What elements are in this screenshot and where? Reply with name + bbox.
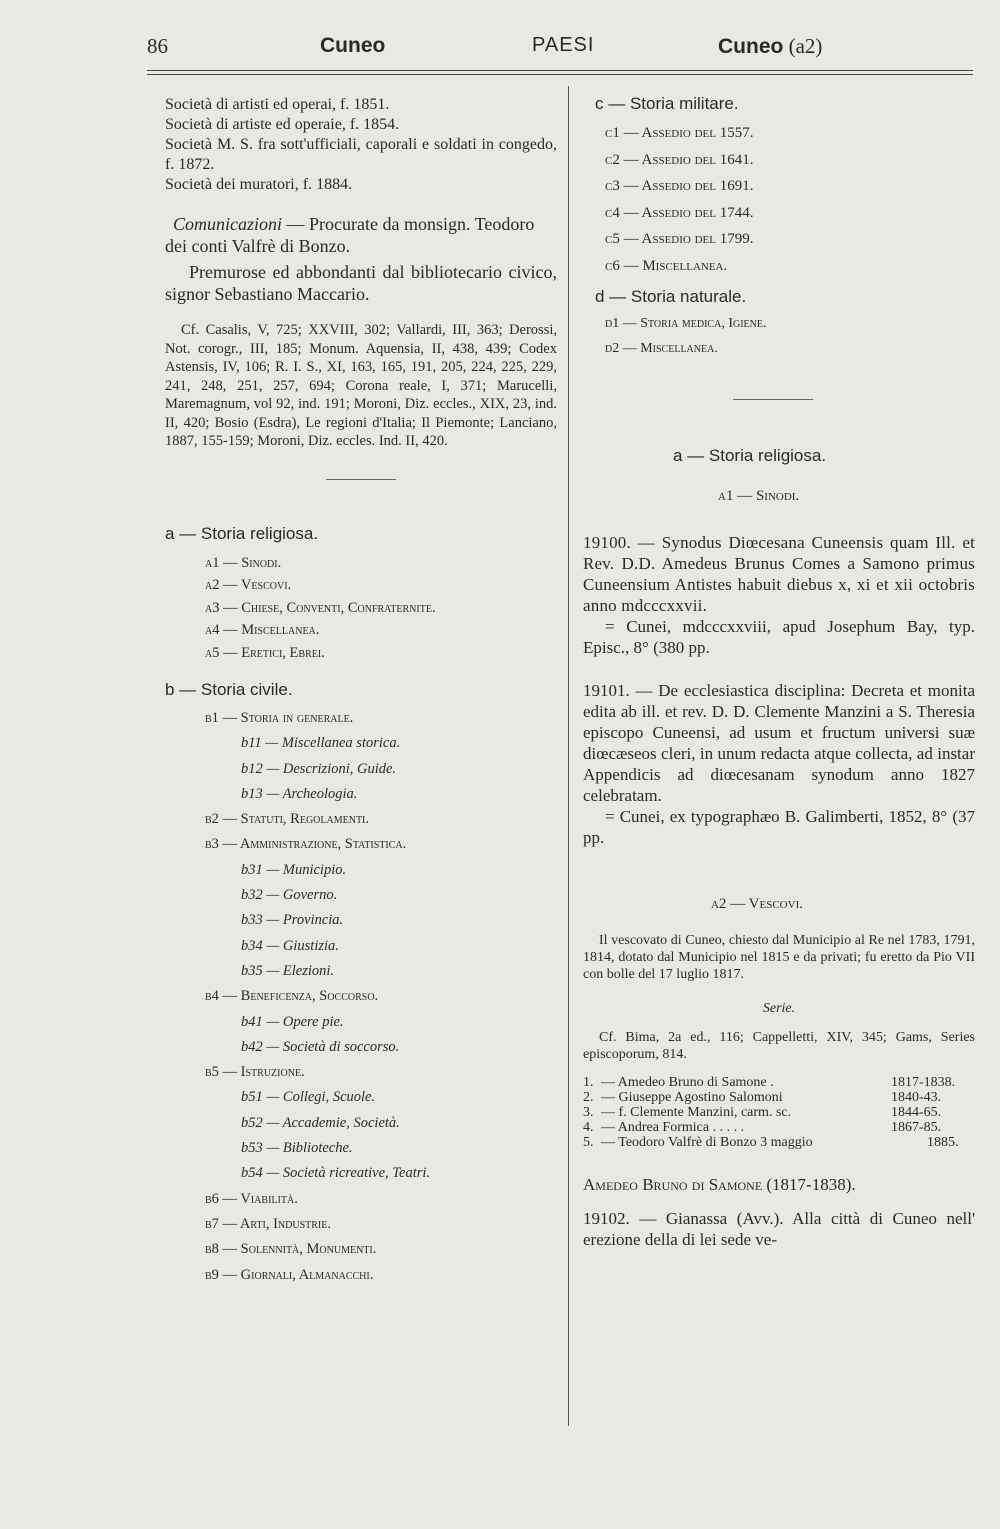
- list-item: b33 — Provincia.: [241, 912, 344, 929]
- communications-label: Comunicazioni: [173, 214, 283, 234]
- list-item: b8 — Solennità, Monumenti.: [205, 1241, 377, 1258]
- list-item: [583, 1135, 975, 1150]
- list-item: b52 — Accademie, Società.: [241, 1114, 400, 1131]
- section-a-title-right: a — Storia religiosa.: [673, 446, 827, 465]
- section-d-title: d — Storia naturale.: [595, 287, 747, 306]
- list-item: a4 — Miscellanea.: [205, 622, 320, 638]
- list-item: c6 — Miscellanea.: [605, 257, 728, 274]
- entry-title: — Gianassa (Avv.). Alla città di Cuneo nell' erezione della di lei sede ve-: [583, 1209, 976, 1249]
- bishop-years: 1817-1838.: [891, 1075, 956, 1090]
- bishop-years: 1867-85.: [891, 1120, 942, 1135]
- bishop-heading: Amedeo Bruno di Samone (1817-1838).: [583, 1175, 856, 1194]
- serie-label: Serie.: [762, 1001, 796, 1016]
- bishop-number: 2.: [583, 1090, 594, 1105]
- list-item: c1 — Assedio del 1557.: [605, 125, 754, 141]
- list-item: a3 — Chiese, Conventi, Confraternite.: [205, 599, 436, 616]
- bishop-name: — Amedeo Bruno di Samone .: [601, 1075, 774, 1090]
- list-item: b35 — Elezioni.: [241, 962, 335, 979]
- list-item: [583, 1090, 975, 1105]
- society-3: Società M. S. fra sott'ufficiali, caporali e soldati in congedo, f. 1872.: [165, 136, 557, 173]
- entry-title: — Synodus Diœcesana Cuneensis quam Ill. et Rev. D.D. Amedeus Brunus Comes a Samono primus Cuneensium Antistes habuit diebus x, xi et xii octobris anno mdcccxxvii.: [583, 533, 975, 615]
- left-running-title: Cuneo: [320, 34, 386, 57]
- right-running-title: Cuneo: [718, 35, 784, 58]
- header-rule-bottom: [147, 74, 973, 75]
- list-item: [583, 1105, 975, 1120]
- list-item: c2 — Assedio del 1641.: [605, 151, 754, 168]
- list-item: b2 — Statuti, Regolamenti.: [205, 811, 370, 828]
- right-running-suffix: (a2): [788, 34, 823, 58]
- communications-text: — Procurate da monsign. Teodoro dei conti Valfrè di Bonzo.: [165, 214, 535, 256]
- bishop-name: — Andrea Formica . . . . .: [601, 1120, 745, 1135]
- header-rule-top: [147, 70, 973, 71]
- list-item: b5 — Istruzione.: [205, 1064, 305, 1081]
- section-b-list: [205, 706, 557, 1288]
- right-running-title-wrap: [718, 34, 822, 59]
- list-item: b3 — Amministrazione, Statistica.: [205, 836, 407, 853]
- section-d-list: [605, 311, 975, 361]
- subsection-a2: a2 — Vescovi.: [711, 896, 803, 912]
- list-item: a1 — Sinodi.: [205, 554, 282, 571]
- list-item: b12 — Descrizioni, Guide.: [241, 760, 397, 777]
- bishop-number: 4.: [583, 1120, 594, 1135]
- society-1: Società di artisti ed operai, f. 1851.: [165, 96, 390, 113]
- list-item: b13 — Archeologia.: [241, 785, 358, 802]
- list-item: c5 — Assedio del 1799.: [605, 231, 754, 247]
- list-item: b32 — Governo.: [241, 887, 338, 904]
- section-b-title: b — Storia civile.: [165, 680, 293, 699]
- list-item: [583, 1075, 975, 1090]
- bishop-name: — Giuseppe Agostino Salomoni: [601, 1090, 783, 1105]
- list-item: d2 — Miscellanea.: [605, 341, 718, 356]
- entry-19101: [583, 680, 975, 806]
- bishops-list: [583, 1075, 975, 1150]
- section-c-list: [605, 120, 975, 279]
- bishop-years: 1840-43.: [891, 1090, 942, 1105]
- section-a-title: a — Storia religiosa.: [165, 523, 319, 543]
- section-c-title: c — Storia militare.: [595, 94, 739, 113]
- subsection-a1: a1 — Sinodi.: [718, 488, 800, 504]
- list-item: a5 — Eretici, Ebrei.: [205, 644, 325, 661]
- bishop-years: 1844-65.: [891, 1105, 942, 1120]
- list-item: b1 — Storia in generale.: [205, 710, 354, 726]
- list-item: c4 — Assedio del 1744.: [605, 204, 754, 221]
- list-item: b31 — Municipio.: [241, 861, 347, 878]
- list-item: a2 — Vescovi.: [205, 577, 292, 593]
- vescovi-note: Il vescovato di Cuneo, chiesto dal Municipio al Re nel 1783, 1791, 1814, dotato dal Municipio nel 1815 e da privati; fu eretto da Pio VII con bolle del 17 luglio 1817.: [583, 933, 975, 982]
- list-item: d1 — Storia medica, Igiene.: [605, 316, 767, 331]
- right-column: [583, 94, 975, 1250]
- list-item: b6 — Viabilità.: [205, 1190, 298, 1207]
- list-item: b53 — Biblioteche.: [241, 1140, 353, 1157]
- bishop-years: 1885.: [927, 1135, 959, 1150]
- section-a-list: [205, 552, 557, 665]
- list-item: b54 — Società ricreative, Teatri.: [241, 1165, 431, 1182]
- communications-paragraph: [165, 213, 557, 257]
- list-item: b7 — Arti, Industrie.: [205, 1215, 331, 1232]
- list-item: b51 — Collegi, Scuole.: [241, 1089, 376, 1106]
- society-4: Società dei muratori, f. 1884.: [165, 176, 353, 193]
- society-2: Società di artiste ed operaie, f. 1854.: [165, 116, 400, 133]
- entry-number: 19101.: [583, 681, 630, 700]
- entry-19102: [583, 1208, 975, 1250]
- bishop-number: 3.: [583, 1105, 594, 1120]
- communications-text-2: Premurose ed abbondanti dal bibliotecario civico, signor Sebastiano Maccario.: [165, 262, 557, 304]
- bishop-name: — Teodoro Valfrè di Bonzo 3 maggio: [601, 1135, 813, 1150]
- entry-title: — De ecclesiastica disciplina: Decreta et monita edita ab ill. et rev. D. D. Clemente Manzini a S. Theresia episcopo Cuneensi, ad usum et fructum universi suæ diœcæseos cleri, in unum redacta atque collecta, ad instar Appendicis ad diœcesanam synodum anno 1827 celebratam.: [583, 681, 975, 805]
- entry-19101-publication: = Cunei, ex typographæo B. Galimberti, 1852, 8° (37 pp.: [583, 807, 975, 847]
- list-item: b34 — Giustizia.: [241, 937, 339, 954]
- entry-19100-publication: = Cunei, mdcccxxviii, apud Josephum Bay, typ. Episc., 8° (380 pp.: [583, 617, 975, 657]
- list-item: b4 — Beneficenza, Soccorso.: [205, 988, 379, 1005]
- bishop-number: 5.: [583, 1135, 594, 1150]
- bishop-number: 1.: [583, 1075, 594, 1090]
- list-item: [583, 1120, 975, 1135]
- list-item: b42 — Società di soccorso.: [241, 1038, 400, 1055]
- bibliographic-references: Cf. Casalis, V, 725; XXVIII, 302; Vallardi, III, 363; Derossi, Not. corogr., III, 185; Monum. Aquensia, II, 438, 439; Codex Astensis, IV, 106; R. I. S., XI, 163, 165, 191, 205, 224, 225, 229, 241, 248, 251, 257, 694; Corona reale, I, 371; Marucelli, Maremagnum, vol 92, ind. 191; Moroni, Diz. eccles., XIX, 23, ind. II, 420; Bosio (Esdra), Le regioni d'Italia; Il Piemonte; Lanciano, 1887, 155-159; Moroni, Diz. eccles. Ind. II, 420.: [165, 322, 557, 449]
- column-divider: [568, 86, 569, 1426]
- list-item: b41 — Opere pie.: [241, 1013, 344, 1030]
- left-column: [165, 95, 557, 1288]
- list-item: b11 — Miscellanea storica.: [241, 735, 401, 752]
- section-separator: [733, 399, 813, 400]
- section-separator: [326, 479, 396, 480]
- serie-references: Cf. Bima, 2a ed., 116; Cappelletti, XIV, 345; Gams, Series episcoporum, 814.: [583, 1030, 975, 1062]
- bishop-name: — f. Clemente Manzini, carm. sc.: [601, 1105, 792, 1120]
- list-item: b9 — Giornali, Almanacchi.: [205, 1266, 374, 1283]
- page-number: 86: [147, 34, 168, 58]
- list-item: c3 — Assedio del 1691.: [605, 178, 754, 194]
- center-running-title: PAESI: [532, 34, 595, 56]
- entry-number: 19102.: [583, 1209, 630, 1228]
- entry-19100: [583, 532, 975, 616]
- entry-number: 19100.: [583, 533, 631, 552]
